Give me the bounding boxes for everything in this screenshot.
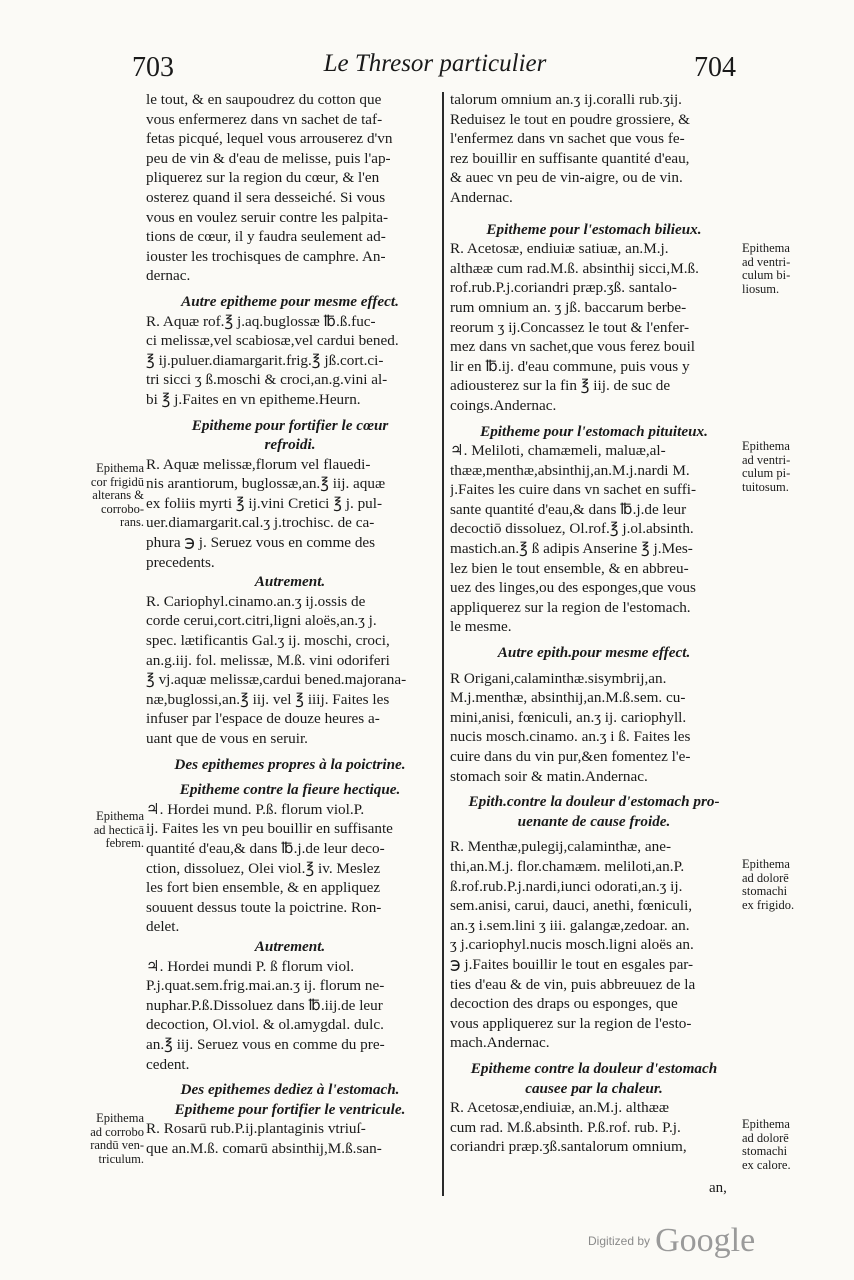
text-line: adiousterez sur la fin ℥ iij. de suc de — [450, 377, 671, 395]
text-line: uant que de vous en seruir. — [146, 730, 308, 747]
section-heading — [146, 1100, 434, 1120]
text-line: peu de vin & d'eau de melisse, puis l'ap- — [146, 149, 391, 167]
margin-note-line: ex calore. — [742, 1157, 791, 1172]
text-line: Epitheme pour l'estomach bilieux. — [486, 220, 702, 238]
margin-note-right — [742, 1118, 828, 1172]
paragraph — [450, 441, 738, 637]
section-heading — [450, 792, 738, 831]
paragraph — [146, 1119, 434, 1158]
text-line: bi ℥ j.Faites en vn epitheme.Heurn. — [146, 390, 361, 408]
margin-note-line: ad ventri- — [742, 452, 791, 467]
section-heading — [450, 220, 738, 240]
text-line: Epitheme contre la douleur d'estomach — [470, 1059, 718, 1077]
text-line: althææ cum rad.M.ß. absinthij sicci,M.ß. — [450, 259, 699, 277]
text-line: appliquerez sur la region de l'estomach. — [450, 598, 691, 616]
text-line: reorum ʒ ij.Concassez le tout & l'enfer- — [450, 318, 690, 336]
margin-note-line: culum bi- — [742, 268, 791, 282]
text-line: R. Menthæ,pulegij,calaminthæ, ane- — [450, 838, 672, 856]
text-line: R. Acetosæ, endiuiæ satiuæ, an.M.j. — [450, 240, 669, 258]
text-line: Autrement. — [254, 937, 326, 955]
digitized-by-text: Digitized by — [588, 1234, 651, 1248]
text-line: cedent. — [146, 1055, 190, 1073]
text-line: an.ʒ i.sem.lini ʒ iii. galangæ,zedoar. an. — [450, 916, 690, 934]
margin-note-left — [58, 1112, 144, 1166]
text-line: sem.anisi, carui, dauci, anethi, fœniculi, — [450, 897, 693, 915]
text-line: thi,an.M.j. flor.chamæm. meliloti,an.P. — [450, 857, 685, 875]
text-line: lir en ℔.ij. d'eau commune, puis vous y — [450, 357, 690, 375]
margin-note-line: Epithema — [742, 439, 790, 453]
margin-note-line: liosum. — [742, 281, 780, 296]
text-line: ij. Faites les vn peu bouillir en suffisante — [146, 820, 393, 838]
margin-note-right — [742, 242, 828, 296]
text-line: coings.Andernac. — [450, 396, 557, 414]
text-line: iouster les trochisques de camphre. An- — [146, 247, 386, 265]
text-line: R Origani,calaminthæ.sisymbrij,an. — [450, 669, 667, 687]
section-heading — [146, 292, 434, 312]
text-line: mini,anisi, fœniculi, an.ʒ ij. cariophyll. — [450, 708, 687, 726]
margin-note-line: randū ven- — [90, 1138, 144, 1152]
text-line: decoction des draps ou esponges, que — [450, 995, 678, 1013]
text-line: an.℥ iij. Seruez vous en comme du pre- — [146, 1035, 385, 1053]
digitization-watermark — [588, 1222, 755, 1262]
text-line: Epitheme pour fortifier le ventricule. — [174, 1100, 406, 1118]
text-line: ties d'eau & de vin, puis abbreuuez de la — [450, 975, 696, 993]
margin-note-line: ad hecticā — [93, 822, 144, 837]
margin-note-right — [742, 440, 828, 494]
text-line: ♃. Hordei mundi P. ß florum viol. — [146, 957, 355, 975]
section-heading — [146, 755, 434, 775]
margin-note-line: stomachi — [742, 1144, 788, 1158]
text-line: R. Aquæ melissæ,florum vel flauedi- — [146, 455, 371, 473]
text-line: ci melissæ,vel scabiosæ,vel cardui bened. — [146, 332, 399, 350]
text-line: ß.rof.rub.P.j.nardi,iunci odorati,an.ʒ ij. — [450, 877, 683, 895]
text-line: ℈ j.Faites bouillir le tout en esgales par- — [450, 955, 694, 973]
text-line: mez dans vn sachet,que vous ferez bouil — [450, 338, 696, 356]
paragraph — [450, 837, 738, 1053]
text-line: ♃. Meliloti, chamæmeli, maluæ,al- — [450, 442, 666, 460]
catchword: an, — [709, 1180, 727, 1196]
text-line: P.j.quat.sem.frig.mai.an.ʒ ij. florum ne- — [146, 977, 385, 995]
margin-note-line: Epithema — [96, 809, 144, 823]
text-line: ction, dissoluez, Olei viol.℥ iv. Meslez — [146, 859, 381, 877]
text-line: rum omnium an. ʒ jß. baccarum berbe- — [450, 298, 687, 316]
text-line: R. Aquæ rof.℥ j.aq.buglossæ ℔.ß.fuc- — [146, 312, 376, 330]
text-line: le mesme. — [450, 618, 512, 636]
paragraph — [146, 312, 434, 410]
text-line: vous appliquerez sur la region de l'esto- — [450, 1014, 692, 1032]
section-heading — [450, 1059, 738, 1098]
text-line: tri sicci ʒ ß.moschi & croci,an.g.vini al- — [146, 371, 388, 389]
section-heading — [450, 643, 738, 663]
text-line: nuphar.P.ß.Dissoluez dans ℔.iij.de leur — [146, 996, 383, 1014]
text-line: Epitheme pour l'estomach pituiteux. — [480, 422, 708, 440]
text-line: talorum omnium an.ʒ ij.coralli rub.ʒij. — [450, 91, 682, 108]
text-line: Des epithemes propres à la poictrine. — [174, 755, 406, 773]
text-line: rez bouillir en suffisante quantité d'eau, — [450, 149, 690, 167]
paragraph — [146, 957, 434, 1075]
margin-note-line: Epithema — [742, 857, 790, 871]
text-line: Epith.contre la douleur d'estomach pro- — [468, 793, 720, 811]
margin-note-line: ad dolorē — [742, 870, 789, 885]
text-line: ♃. Hordei mund. P.ß. florum viol.P. — [146, 800, 365, 818]
paragraph — [146, 592, 434, 749]
text-line: uenante de cause froide. — [517, 812, 671, 830]
margin-note-line: stomachi — [742, 884, 788, 898]
text-line: ex foliis myrti ℥ ij.vini Cretici ℥ j. pul- — [146, 494, 383, 512]
text-line: pliquerez sur la region du cœur, & l'en — [146, 169, 380, 187]
paragraph — [450, 239, 738, 415]
paragraph — [450, 1098, 738, 1157]
text-line: vous en voulez seruir contre les palpita- — [146, 208, 389, 226]
margin-note-left — [58, 810, 144, 851]
margin-note-line: ad corrobo — [90, 1124, 144, 1139]
text-line: rof.rub.P.j.coriandri præp.ʒß. santalo- — [450, 279, 677, 297]
paragraph — [450, 90, 738, 208]
text-line: R. Rosarū rub.P.ij.plantaginis vtriuſ- — [146, 1120, 366, 1138]
text-line: le tout, & en saupoudrez du cotton que — [146, 91, 382, 108]
text-line: vous enfermerez dans vn sachet de taf- — [146, 110, 383, 128]
text-line: Autrement. — [254, 573, 326, 591]
margin-note-line: Epithema — [742, 1117, 790, 1131]
text-line: uer.diamargarit.cal.ʒ j.trochisc. de ca- — [146, 514, 375, 532]
margin-note-line: tuitosum. — [742, 479, 789, 494]
paragraph — [146, 90, 434, 286]
margin-note-line: rans. — [120, 515, 144, 529]
paragraph — [450, 669, 738, 787]
left-page-number: 703 — [132, 52, 174, 83]
margin-note-line: triculum. — [98, 1151, 144, 1166]
left-column — [146, 90, 434, 1158]
text-line: ℥ vj.aquæ melissæ,cardui bened.majorana- — [146, 671, 407, 689]
column-divider — [442, 92, 444, 1196]
section-heading — [146, 1080, 434, 1100]
text-line: Reduisez le tout en poudre grossiere, & — [450, 110, 690, 128]
text-line: que an.M.ß. comarū absinthij,M.ß.san- — [146, 1139, 382, 1157]
section-heading — [146, 937, 434, 957]
text-line: Autre epith.pour mesme effect. — [497, 644, 691, 662]
text-line: osterez quand il sera desseiché. Si vous — [146, 188, 386, 206]
text-line: Autre epitheme pour mesme effect. — [181, 292, 399, 310]
text-line: sante quantité d'eau,& dans ℔.j.de leur — [450, 500, 687, 518]
text-line: refroidi. — [264, 436, 316, 454]
spacer — [450, 208, 738, 220]
margin-note-left — [58, 462, 144, 530]
margin-note-line: alterans & — [92, 488, 144, 502]
text-line: R. Cariophyl.cinamo.an.ʒ ij.ossis de — [146, 592, 366, 610]
text-line: ℥ ij.puluer.diamargarit.frig.℥ jß.cort.ci- — [146, 351, 384, 369]
text-line: mach.Andernac. — [450, 1034, 550, 1052]
text-line: coriandri præp.ʒß.santalorum omnium, — [450, 1138, 687, 1156]
text-line: infuser par l'espace de douze heures a- — [146, 710, 380, 728]
text-line: j.Faites les cuire dans vn sachet en suffi- — [450, 481, 697, 499]
margin-note-line: ad dolorē — [742, 1130, 789, 1145]
text-line: stomach soir & matin.Andernac. — [450, 767, 648, 785]
text-line: precedents. — [146, 553, 215, 571]
text-line: uez des linges,ou des esponges,que vous — [450, 579, 696, 597]
text-line: souuent dessus toute la poictrine. Ron- — [146, 898, 382, 916]
section-heading — [146, 780, 434, 800]
paragraph — [146, 800, 434, 937]
text-line: dernac. — [146, 267, 191, 285]
text-line: decoctiō dissoluez, Ol.rof.℥ j.ol.absinth. — [450, 520, 694, 538]
right-page-number: 704 — [694, 52, 736, 83]
margin-note-line: Epithema — [96, 1111, 144, 1125]
text-line: Epitheme contre la fieure hectique. — [179, 781, 401, 799]
running-title: Le Thresor particulier — [323, 50, 547, 77]
page-header — [0, 48, 854, 88]
text-line: quantité d'eau,& dans ℔.j.de leur deco- — [146, 839, 385, 857]
right-column — [450, 90, 738, 1157]
text-line: nis arantiorum, buglossæ,an.℥ iij. aquæ — [146, 475, 386, 493]
margin-note-line: cor frigidū — [90, 474, 144, 489]
text-line: & auec vn peu de vin-aigre, ou de vin. — [450, 169, 683, 187]
text-line: causee par la chaleur. — [525, 1079, 663, 1097]
text-line: Epitheme pour fortifier le cœur — [191, 416, 389, 434]
text-line: l'enfermez dans vn sachet que vous fe- — [450, 130, 685, 148]
margin-note-line: ad ventri- — [742, 254, 791, 269]
text-line: cum rad. M.ß.absinth. P.ß.rof. rub. P.j. — [450, 1118, 681, 1136]
text-line: corde cerui,cort.citri,ligni aloës,an.ʒ j. — [146, 612, 377, 630]
text-line: spec. lætificantis Gal.ʒ ij. moschi, croci, — [146, 632, 390, 650]
text-line: R. Acetosæ,endiuiæ, an.M.j. althææ — [450, 1099, 669, 1117]
text-line: nucis mosch.cinamo. an.ʒ i ß. Faites les — [450, 728, 691, 746]
section-heading — [146, 416, 434, 455]
margin-note-line: ex frigido. — [742, 897, 795, 912]
text-line: les fort bien ensemble, & en appliquez — [146, 879, 381, 897]
text-line: ʒ j.cariophyl.nucis mosch.ligni aloës an. — [450, 936, 694, 954]
text-line: Des epithemes dediez à l'estomach. — [180, 1081, 400, 1099]
text-line: mastich.an.℥ ß adipis Anserine ℥ j.Mes- — [450, 540, 693, 558]
margin-note-right — [742, 858, 828, 912]
text-line: tions de cœur, il y faudra seulement ad- — [146, 228, 386, 246]
text-line: M.j.menthæ, absinthij,an.M.ß.sem. cu- — [450, 689, 686, 707]
margin-note-line: corrobo- — [100, 501, 144, 516]
margin-note-line: Epithema — [96, 461, 144, 475]
margin-note-line: Epithema — [742, 241, 790, 255]
google-logo-text: Google — [655, 1222, 756, 1259]
text-line: an.g.iij. fol. melissæ, M.ß. vini odoriferi — [146, 651, 390, 669]
text-line: Andernac. — [450, 188, 513, 206]
text-line: fetas picqué, lequel vous arrouserez d'vn — [146, 130, 393, 148]
text-line: decoction, Ol.viol. & ol.amygdal. dulc. — [146, 1016, 384, 1034]
text-line: thææ,menthæ,absinthij,an.M.j.nardi M. — [450, 461, 690, 479]
text-line: delet. — [146, 918, 180, 936]
section-heading — [146, 572, 434, 592]
text-line: cuire dans du vin pur,&en fomentez l'e- — [450, 748, 691, 765]
margin-note-line: culum pi- — [742, 466, 791, 480]
margin-note-line: febrem. — [105, 836, 144, 850]
text-line: phura ℈ j. Seruez vous en comme des — [146, 534, 376, 552]
section-heading — [450, 422, 738, 442]
text-line: næ,buglossi,an.℥ iij. vel ℥ iiij. Faites les — [146, 690, 390, 708]
text-line: lez bien le tout ensemble, & en abbreu- — [450, 559, 689, 577]
paragraph — [146, 455, 434, 573]
